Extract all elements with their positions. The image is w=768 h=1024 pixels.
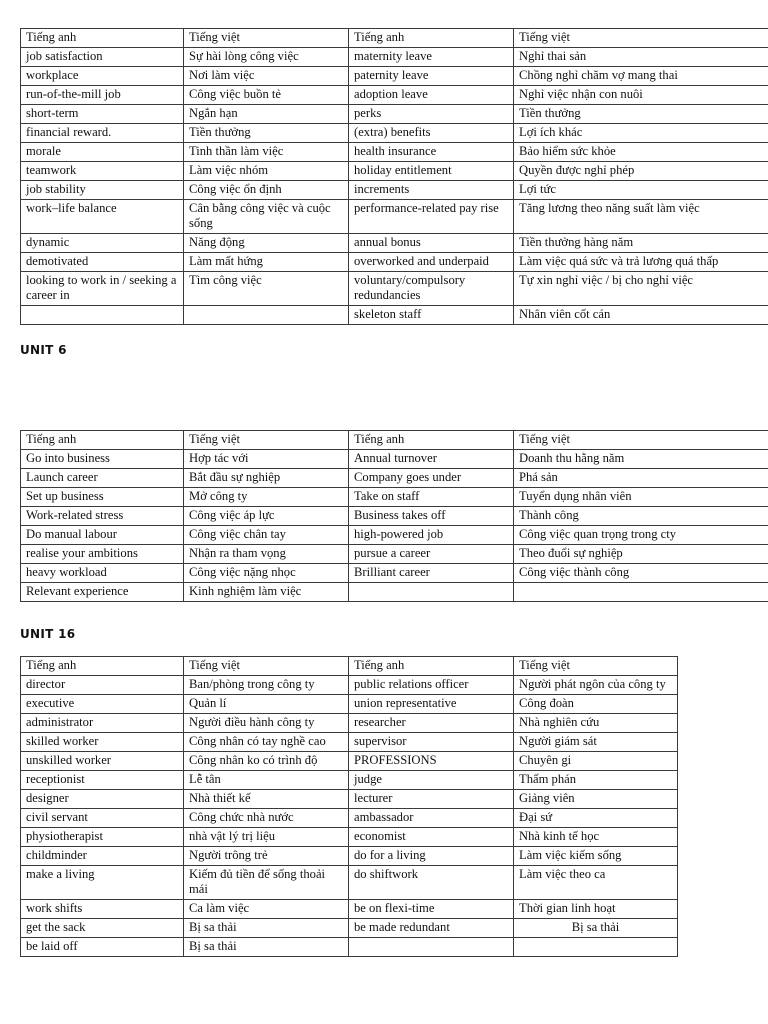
english-term-cell: physiotherapist [21,828,184,847]
english-term-cell: workplace [21,67,184,86]
vietnamese-meaning-cell: Bắt đầu sự nghiệp [184,469,349,488]
table-header-row [21,431,768,450]
vietnamese-meaning-cell: Bị sa thải [514,919,678,938]
table-row [21,752,678,771]
english-term-cell: looking to work in / seeking a career in [21,272,184,306]
english-term-cell: annual bonus [349,234,514,253]
table-row [21,828,678,847]
table-row [21,583,768,602]
english-term-cell: Company goes under [349,469,514,488]
english-term-cell: job stability [21,181,184,200]
english-term-cell [349,938,514,957]
english-term-cell: make a living [21,866,184,900]
english-term-cell: Business takes off [349,507,514,526]
english-term-cell: overworked and underpaid [349,253,514,272]
vietnamese-meaning-cell: Đại sứ [514,809,678,828]
vietnamese-meaning-cell: Công nhân ko có trình độ [184,752,349,771]
header-english: Tiếng anh [349,431,514,450]
table-row [21,306,768,325]
english-term-cell: get the sack [21,919,184,938]
vietnamese-meaning-cell: Giảng viên [514,790,678,809]
vietnamese-meaning-cell: Kiếm đủ tiền để sống thoải mái [184,866,349,900]
vietnamese-meaning-cell [184,306,349,325]
vietnamese-meaning-cell: Người điều hành công ty [184,714,349,733]
header-vietnamese: Tiếng việt [184,431,349,450]
vietnamese-meaning-cell: Thẩm phán [514,771,678,790]
english-term-cell: voluntary/compulsory redundancies [349,272,514,306]
vietnamese-meaning-cell: Công việc áp lực [184,507,349,526]
vietnamese-meaning-cell: Sự hài lòng công việc [184,48,349,67]
english-term-cell: pursue a career [349,545,514,564]
vietnamese-meaning-cell: Tự xin nghỉ việc / bị cho nghỉ việc [514,272,768,306]
english-term-cell: increments [349,181,514,200]
table-row [21,564,768,583]
header-vietnamese: Tiếng việt [514,657,678,676]
english-term-cell: lecturer [349,790,514,809]
vietnamese-meaning-cell: Nghỉ thai sản [514,48,768,67]
table-row [21,866,678,900]
english-term-cell: realise your ambitions [21,545,184,564]
table-row [21,488,768,507]
english-term-cell: PROFESSIONS [349,752,514,771]
vocab-table-unit-6 [20,430,768,602]
vietnamese-meaning-cell: Công việc ổn định [184,181,349,200]
vietnamese-meaning-cell: Công việc buồn tẻ [184,86,349,105]
vietnamese-meaning-cell: Người phát ngôn của công ty [514,676,678,695]
vietnamese-meaning-cell: Lợi ích khác [514,124,768,143]
english-term-cell: high-powered job [349,526,514,545]
vietnamese-meaning-cell: Chuyên gi [514,752,678,771]
english-term-cell: public relations officer [349,676,514,695]
english-term-cell: childminder [21,847,184,866]
vietnamese-meaning-cell: Bị sa thải [184,919,349,938]
english-term-cell: dynamic [21,234,184,253]
vietnamese-meaning-cell: Người trông trẻ [184,847,349,866]
vietnamese-meaning-cell: Làm việc nhóm [184,162,349,181]
table-row [21,919,678,938]
vietnamese-meaning-cell: Công đoàn [514,695,678,714]
vocab-table-unit-16 [20,656,678,957]
english-term-cell: Work-related stress [21,507,184,526]
english-term-cell: Relevant experience [21,583,184,602]
vietnamese-meaning-cell: Làm việc theo ca [514,866,678,900]
unit-6-heading: UNIT 6 [20,343,67,357]
header-english: Tiếng anh [21,431,184,450]
vocab-table-work [20,28,768,325]
english-term-cell: administrator [21,714,184,733]
english-term-cell: be made redundant [349,919,514,938]
vietnamese-meaning-cell: Tuyển dụng nhân viên [514,488,768,507]
vietnamese-meaning-cell: Hợp tác với [184,450,349,469]
vietnamese-meaning-cell: Bị sa thải [184,938,349,957]
vietnamese-meaning-cell: Lễ tân [184,771,349,790]
english-term-cell: perks [349,105,514,124]
vietnamese-meaning-cell: Người giám sát [514,733,678,752]
english-term-cell: adoption leave [349,86,514,105]
vietnamese-meaning-cell: Công chức nhà nước [184,809,349,828]
english-term-cell: Set up business [21,488,184,507]
vietnamese-meaning-cell: Tăng lương theo năng suất làm việc [514,200,768,234]
vietnamese-meaning-cell: Bảo hiểm sức khỏe [514,143,768,162]
table-row [21,847,678,866]
vietnamese-meaning-cell: Năng động [184,234,349,253]
vietnamese-meaning-cell: Ban/phòng trong công ty [184,676,349,695]
english-term-cell [21,306,184,325]
english-term-cell: union representative [349,695,514,714]
table-row [21,676,678,695]
table-row [21,67,768,86]
header-vietnamese: Tiếng việt [184,657,349,676]
english-term-cell: performance-related pay rise [349,200,514,234]
english-term-cell: Go into business [21,450,184,469]
vietnamese-meaning-cell: Nhà thiết kế [184,790,349,809]
vietnamese-meaning-cell: Quyền được nghỉ phép [514,162,768,181]
table-row [21,105,768,124]
english-term-cell: health insurance [349,143,514,162]
english-term-cell: skilled worker [21,733,184,752]
english-term-cell: Do manual labour [21,526,184,545]
vietnamese-meaning-cell: Lợi tức [514,181,768,200]
english-term-cell: supervisor [349,733,514,752]
header-english: Tiếng anh [349,657,514,676]
vietnamese-meaning-cell: Ca làm việc [184,900,349,919]
vietnamese-meaning-cell: Thời gian linh hoạt [514,900,678,919]
table-row [21,86,768,105]
table-row [21,809,678,828]
english-term-cell [349,583,514,602]
vietnamese-meaning-cell [514,938,678,957]
vietnamese-meaning-cell: Nhận ra tham vọng [184,545,349,564]
vietnamese-meaning-cell: Nơi làm việc [184,67,349,86]
table-row [21,181,768,200]
table-row [21,771,678,790]
english-term-cell: designer [21,790,184,809]
english-term-cell: be on flexi-time [349,900,514,919]
vietnamese-meaning-cell: Làm mất hứng [184,253,349,272]
vietnamese-meaning-cell: Tìm công việc [184,272,349,306]
table-header-row [21,29,768,48]
vietnamese-meaning-cell: Tiền thưởng [514,105,768,124]
english-term-cell: judge [349,771,514,790]
table-row [21,938,678,957]
table-row [21,162,768,181]
english-term-cell: director [21,676,184,695]
english-term-cell: heavy workload [21,564,184,583]
table-row [21,714,678,733]
vietnamese-meaning-cell: Công việc nặng nhọc [184,564,349,583]
vietnamese-meaning-cell: Làm việc kiếm sống [514,847,678,866]
english-term-cell: skeleton staff [349,306,514,325]
english-term-cell: holiday entitlement [349,162,514,181]
english-term-cell: executive [21,695,184,714]
vietnamese-meaning-cell: Nhà kinh tế học [514,828,678,847]
table-row [21,234,768,253]
vietnamese-meaning-cell: Mở công ty [184,488,349,507]
english-term-cell: teamwork [21,162,184,181]
table-row [21,733,678,752]
english-term-cell: (extra) benefits [349,124,514,143]
english-term-cell: short-term [21,105,184,124]
english-term-cell: Launch career [21,469,184,488]
english-term-cell: unskilled worker [21,752,184,771]
english-term-cell: morale [21,143,184,162]
vietnamese-meaning-cell: nhà vật lý trị liệu [184,828,349,847]
table-row [21,253,768,272]
vietnamese-meaning-cell: Doanh thu hằng năm [514,450,768,469]
vietnamese-meaning-cell: Tinh thần làm việc [184,143,349,162]
header-vietnamese: Tiếng việt [514,29,768,48]
table-header-row [21,657,678,676]
vietnamese-meaning-cell: Quản lí [184,695,349,714]
vietnamese-meaning-cell [514,583,768,602]
vietnamese-meaning-cell: Công việc quan trọng trong cty [514,526,768,545]
header-english: Tiếng anh [21,29,184,48]
english-term-cell: demotivated [21,253,184,272]
unit-16-heading: UNIT 16 [20,627,76,641]
vietnamese-meaning-cell: Kinh nghiệm làm việc [184,583,349,602]
table-row [21,900,678,919]
english-term-cell: work shifts [21,900,184,919]
english-term-cell: paternity leave [349,67,514,86]
english-term-cell: receptionist [21,771,184,790]
english-term-cell: ambassador [349,809,514,828]
english-term-cell: work–life balance [21,200,184,234]
table-row [21,450,768,469]
table-row [21,272,768,306]
english-term-cell: financial reward. [21,124,184,143]
table-row [21,507,768,526]
english-term-cell: researcher [349,714,514,733]
vietnamese-meaning-cell: Công việc thành công [514,564,768,583]
english-term-cell: run-of-the-mill job [21,86,184,105]
english-term-cell: economist [349,828,514,847]
vietnamese-meaning-cell: Thành công [514,507,768,526]
table-row [21,200,768,234]
vietnamese-meaning-cell: Ngắn hạn [184,105,349,124]
header-english: Tiếng anh [21,657,184,676]
vietnamese-meaning-cell: Làm việc quá sức và trả lương quá thấp [514,253,768,272]
vietnamese-meaning-cell: Công nhân có tay nghề cao [184,733,349,752]
table-row [21,143,768,162]
vietnamese-meaning-cell: Nhà nghiên cứu [514,714,678,733]
vietnamese-meaning-cell: Cân bằng công việc và cuộc sống [184,200,349,234]
vietnamese-meaning-cell: Công việc chân tay [184,526,349,545]
vietnamese-meaning-cell: Tiền thưởng [184,124,349,143]
table-row [21,790,678,809]
table-row [21,695,678,714]
english-term-cell: job satisfaction [21,48,184,67]
english-term-cell: Take on staff [349,488,514,507]
english-term-cell: Annual turnover [349,450,514,469]
table-row [21,48,768,67]
table-row [21,469,768,488]
table-row [21,526,768,545]
vietnamese-meaning-cell: Nghỉ việc nhận con nuôi [514,86,768,105]
header-vietnamese: Tiếng việt [514,431,768,450]
vietnamese-meaning-cell: Nhân viên cốt cán [514,306,768,325]
english-term-cell: do for a living [349,847,514,866]
english-term-cell: Brilliant career [349,564,514,583]
vietnamese-meaning-cell: Chồng nghỉ chăm vợ mang thai [514,67,768,86]
english-term-cell: civil servant [21,809,184,828]
header-vietnamese: Tiếng việt [184,29,349,48]
table-row [21,124,768,143]
table-row [21,545,768,564]
english-term-cell: be laid off [21,938,184,957]
english-term-cell: maternity leave [349,48,514,67]
vietnamese-meaning-cell: Phá sản [514,469,768,488]
english-term-cell: do shiftwork [349,866,514,900]
vietnamese-meaning-cell: Theo đuổi sự nghiệp [514,545,768,564]
vietnamese-meaning-cell: Tiền thưởng hàng năm [514,234,768,253]
header-english: Tiếng anh [349,29,514,48]
